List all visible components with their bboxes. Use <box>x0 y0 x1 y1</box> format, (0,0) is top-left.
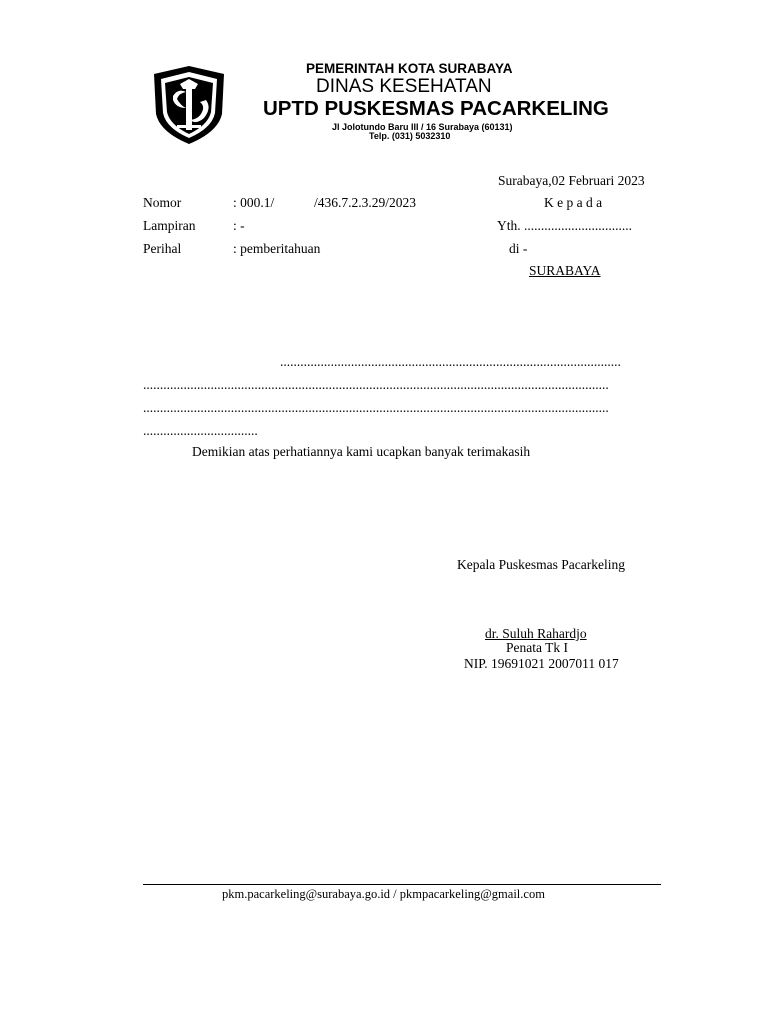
perihal-value: : pemberitahuan <box>233 241 321 256</box>
signatory-nip: NIP. 19691021 2007011 017 <box>464 656 619 671</box>
lampiran-label: Lampiran <box>143 218 196 233</box>
footer-divider <box>143 884 661 885</box>
nomor-label: Nomor <box>143 195 182 210</box>
lampiran-value: : - <box>233 218 245 233</box>
body-line-4: .................................. <box>143 423 258 438</box>
unit-heading: UPTD PUSKESMAS PACARKELING <box>263 97 609 120</box>
nomor-suffix: /436.7.2.3.29/2023 <box>314 195 417 210</box>
body-line-1: ..................................................................................................... <box>280 354 621 369</box>
phone-line: Telp. (031) 5032310 <box>369 131 451 141</box>
recipient-yth: Yth. ................................ <box>497 218 632 233</box>
body-line-2: .......................................................................................................................................... <box>143 377 609 392</box>
surabaya-emblem-icon <box>146 62 232 148</box>
signature-title: Kepala Puskesmas Pacarkeling <box>457 557 625 572</box>
recipient-di: di - <box>509 241 528 256</box>
kepada-heading: K e p a d a <box>544 195 603 210</box>
signatory-rank: Penata Tk I <box>506 640 568 655</box>
government-heading: PEMERINTAH KOTA SURABAYA <box>306 61 513 76</box>
body-line-3: .......................................................................................................................................... <box>143 400 609 415</box>
address-line: Jl Jolotundo Baru III / 16 Surabaya (60131) <box>332 122 513 132</box>
signatory-name: dr. Suluh Rahardjo <box>485 626 587 641</box>
date-line: Surabaya,02 Februari 2023 <box>498 173 645 188</box>
nomor-value: : 000.1/ <box>233 195 275 210</box>
footer-emails: pkm.pacarkeling@surabaya.go.id / pkmpacarkeling@gmail.com <box>222 887 545 901</box>
recipient-city: SURABAYA <box>529 263 601 278</box>
agency-heading: DINAS KESEHATAN <box>316 76 492 97</box>
perihal-label: Perihal <box>143 241 182 256</box>
closing-text: Demikian atas perhatiannya kami ucapkan banyak terimakasih <box>192 444 531 459</box>
